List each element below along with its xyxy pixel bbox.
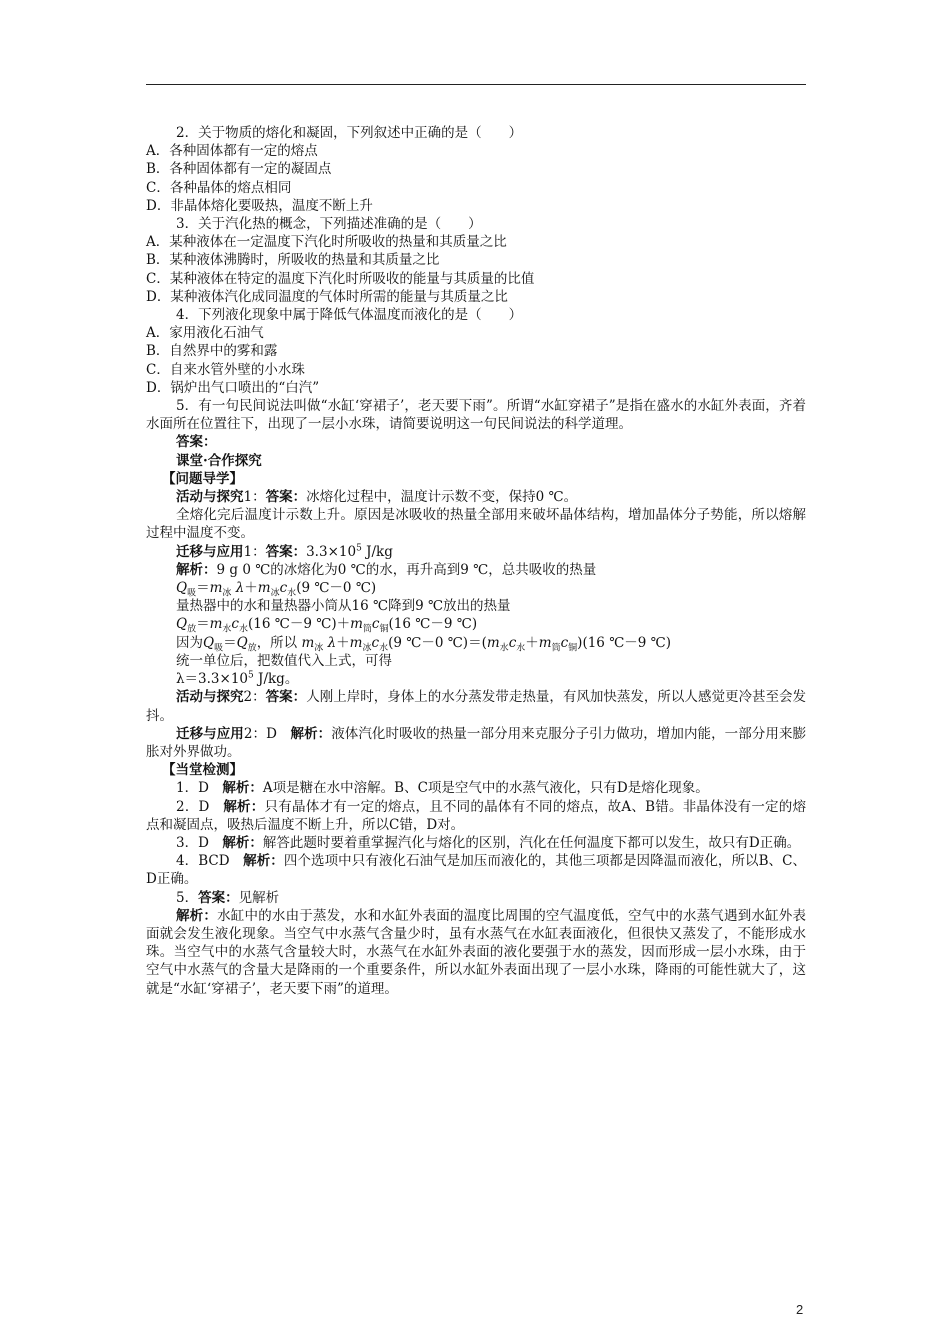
question-3-option-a: A．某种液体在一定温度下汽化时所吸收的热量和其质量之比 bbox=[146, 234, 507, 251]
eq3-c3: c bbox=[508, 634, 517, 651]
migration-1-analysis-label: 解析： bbox=[176, 561, 217, 578]
check-1-num: 1．D bbox=[176, 780, 223, 797]
eq2-tail: (16 ℃－9 ℃) bbox=[388, 616, 478, 633]
question-4-option-d: D．锅炉出气口喷出的“白汽” bbox=[146, 379, 320, 396]
activity-2-text: 人刚上岸时，身体上的水分蒸发带走热量，有风加快蒸发，所以人感觉更冷甚至会发抖。 bbox=[146, 689, 807, 724]
check-2 bbox=[146, 798, 806, 834]
question-4-option-c: C．自来水管外壁的小水珠 bbox=[146, 361, 305, 378]
eq3-m3: m bbox=[486, 634, 500, 651]
activity-2-label: 活动与探究 bbox=[176, 689, 244, 706]
activity-2-answer-label: 答案： bbox=[265, 689, 307, 706]
check-1-text: A项是糖在水中溶解。B、C项是空气中的水蒸气液化，只有D是熔化现象。 bbox=[262, 780, 709, 797]
migration-1-num: 1： bbox=[243, 543, 266, 560]
question-5-answer-label: 答案： bbox=[176, 434, 217, 451]
migration-1-exponent: 5 bbox=[356, 543, 362, 554]
section-title: 课堂·合作探究 bbox=[176, 452, 262, 469]
page-number: 2 bbox=[796, 1302, 804, 1317]
eq3-tail2: (16 ℃－9 ℃) bbox=[582, 634, 672, 651]
check-3-num: 3．D bbox=[176, 834, 223, 851]
check-5 bbox=[146, 889, 806, 907]
question-4-option-a: A．家用液化石油气 bbox=[146, 325, 264, 342]
eq1-m1: m bbox=[209, 580, 223, 597]
equation-heat-released: $Q_放=m_水c_水(16$ ℃－9 $℃)+m_筒c_铜(16$ ℃－9 ℃) bbox=[176, 616, 478, 636]
eq2-c2-sub: 铜 bbox=[379, 625, 389, 636]
eq3-m1-sub: 冰 bbox=[314, 643, 324, 654]
eq2-c2: c bbox=[371, 616, 380, 633]
question-5-stem: 5．有一句民间说法叫做“水缸‘穿裙子’，老天要下雨”。所谓“水缸穿裙子”是指在盛水的水缸外表面，齐着水面所在位置往下，出现了一层小水珠，请简要说明这一句民间说法的科学道理。 bbox=[146, 398, 806, 433]
check-3-text: 解答此题时要着重掌握汽化与熔化的区别，汽化在任何温度下都可以发生，故只有D正确。 bbox=[262, 834, 801, 851]
check-5-analysis-label: 解析： bbox=[176, 907, 218, 924]
activity-1-text: 冰熔化过程中，温度计示数不变，保持0 ℃。 bbox=[306, 489, 578, 506]
activity-1-text-2: 全熔化完后温度计示数上升。原因是冰吸收的热量全部用来破坏晶体结构，增加晶体分子势能，所以熔解过程中温度不变。 bbox=[146, 507, 806, 542]
eq3-mid: ，所以 bbox=[256, 634, 298, 651]
eq2-mid: (16 ℃－9 ℃)＋ bbox=[248, 616, 351, 633]
check-5-num: 5． bbox=[176, 889, 199, 906]
eq3-c: c bbox=[371, 634, 380, 651]
check-3 bbox=[146, 834, 806, 852]
eq3-m2: m bbox=[349, 634, 363, 651]
activity-1-num: 1： bbox=[243, 489, 266, 506]
question-2-option-b: B．各种固体都有一定的凝固点 bbox=[146, 161, 332, 178]
eq3-m4: m bbox=[538, 634, 552, 651]
eq3-c-sub: 水 bbox=[379, 643, 389, 654]
eq3-pre: 因为 bbox=[176, 634, 203, 651]
check-4-label: 解析： bbox=[243, 853, 284, 870]
equation-balance: 因为$Q_吸=Q_放$，所以 $m_冰$ $\lambda+m_冰c_水(9$ ℃－0 $℃)=(m_水c_水+m_筒c_铜)(16$ ℃－9 ℃) bbox=[176, 634, 672, 654]
eq1-m1-sub: 冰 bbox=[222, 588, 232, 599]
activity-1-answer-label: 答案： bbox=[265, 489, 307, 506]
migration-1-line-3: 统一单位后，把数值代入上式，可得 bbox=[176, 652, 392, 669]
eq3-m2-sub: 冰 bbox=[362, 643, 372, 654]
migration-1-answer-label: 答案： bbox=[265, 543, 307, 560]
migration-1-unit: J/kg bbox=[361, 543, 393, 560]
question-2-option-c: C．各种晶体的熔点相同 bbox=[146, 179, 292, 196]
eq2-m2: m bbox=[350, 616, 363, 633]
result-unit: J/kg。 bbox=[253, 671, 299, 688]
eq3-q2-sub: 放 bbox=[247, 643, 257, 654]
migration-2-text: 液体汽化时吸收的热量一部分用来克服分子引力做功，增加内能，一部分用来膨胀对外界做功。 bbox=[146, 725, 807, 760]
activity-1-label: 活动与探究 bbox=[176, 489, 244, 506]
migration-1-value: 3.3×10 bbox=[306, 543, 357, 560]
eq3-q2: Q bbox=[236, 634, 248, 651]
eq2-c1: c bbox=[231, 616, 239, 633]
migration-1 bbox=[146, 543, 806, 561]
eq3-m4-sub: 筒 bbox=[551, 643, 561, 654]
check-3-label: 解析： bbox=[222, 834, 263, 851]
question-2-stem: 2．关于物质的熔化和凝固，下列叙述中正确的是（ ） bbox=[176, 125, 523, 141]
eq1-m2: m bbox=[257, 580, 271, 597]
sub-heading-guided: 【问题导学】 bbox=[162, 470, 243, 487]
result-exponent: 5 bbox=[248, 670, 254, 681]
check-1 bbox=[146, 779, 806, 797]
check-5-answer: 见解析 bbox=[238, 889, 280, 906]
check-2-label: 解析： bbox=[223, 798, 265, 815]
eq3-q1: Q bbox=[203, 634, 215, 651]
eq1-c-sub: 水 bbox=[287, 588, 297, 599]
activity-2 bbox=[146, 688, 806, 724]
eq3-lambda: λ bbox=[327, 634, 337, 651]
activity-2-num: 2： bbox=[243, 689, 266, 706]
eq2-c1-sub: 水 bbox=[238, 625, 248, 636]
migration-1-line-2: 量热器中的水和量热器小筒从16 ℃降到9 ℃放出的热量 bbox=[176, 598, 511, 615]
eq1-m2-sub: 冰 bbox=[270, 588, 280, 599]
eq2-q-sub: 放 bbox=[187, 625, 197, 636]
eq3-q1-sub: 吸 bbox=[214, 643, 224, 654]
eq1-lambda: λ bbox=[235, 580, 245, 597]
check-4 bbox=[146, 852, 806, 888]
question-3-option-c: C．某种液体在特定的温度下汽化时所吸收的能量与其质量的比值 bbox=[146, 270, 535, 287]
header-rule bbox=[146, 84, 806, 85]
eq2-m1-sub: 水 bbox=[222, 625, 232, 636]
check-1-label: 解析： bbox=[222, 780, 263, 797]
check-4-num: 4．BCD bbox=[176, 853, 244, 870]
migration-2 bbox=[146, 725, 806, 761]
question-4-option-b: B．自然界中的雾和露 bbox=[146, 343, 278, 360]
result-value: λ＝3.3×10 bbox=[176, 671, 249, 688]
eq3-m1: m bbox=[301, 634, 315, 651]
migration-1-label: 迁移与应用 bbox=[176, 543, 244, 560]
migration-1-analysis bbox=[146, 561, 806, 579]
migration-2-analysis-label: 解析： bbox=[290, 725, 332, 742]
question-2-option-d: D．非晶体熔化要吸热，温度不断上升 bbox=[146, 197, 373, 214]
sub-heading-check: 【当堂检测】 bbox=[162, 762, 243, 779]
check-5-analysis bbox=[146, 907, 806, 998]
eq2-m1: m bbox=[209, 616, 223, 633]
question-3-option-b: B．某种液体沸腾时，所吸收的热量和其质量之比 bbox=[146, 252, 440, 269]
activity-1 bbox=[146, 488, 806, 506]
check-2-text: 只有晶体才有一定的熔点，且不同的晶体有不同的熔点，故A、B错。非晶体没有一定的熔点和凝固点，吸热后温度不断上升，所以C错，D对。 bbox=[146, 798, 807, 833]
question-3-option-d: D．某种液体汽化成同温度的气体时所需的能量与其质量之比 bbox=[146, 288, 508, 305]
document-body bbox=[146, 124, 806, 998]
eq1-tail: (9 ℃－0 ℃) bbox=[296, 580, 377, 597]
migration-2-num: 2：D bbox=[243, 725, 291, 742]
equation-heat-absorbed: $Q_吸=m_冰$ $\lambda+m_冰c_水(9$ ℃－0 ℃) bbox=[176, 580, 377, 599]
question-2-option-a: A．各种固体都有一定的熔点 bbox=[146, 143, 318, 160]
eq2-m2-sub: 筒 bbox=[362, 625, 372, 636]
question-4-stem: 4．下列液化现象中属于降低气体温度而液化的是（ ） bbox=[176, 307, 523, 324]
eq3-c4-sub: 铜 bbox=[568, 643, 578, 654]
check-5-analysis-text: 水缸中的水由于蒸发，水和水缸外表面的温度比周围的空气温度低，空气中的水蒸气遇到水缸外表面就会发生液化现象。当空气中水蒸气含量少时，虽有水蒸气在水缸表面液化，但很快又蒸发了，不能形成水珠。当空气中的水蒸气含量较大时，水蒸气在水缸外表面的液化要强于水的蒸发，因而形成一层小水珠，由于空气中水蒸气的含量大是降雨的一个重要条件，所以水缸外表面出现了一层小水珠，降雨的可能性就大了，这就是“水缸‘穿裙子’，老天要下雨”的道理。 bbox=[146, 907, 807, 997]
migration-1-result bbox=[146, 670, 806, 688]
eq1-c: c bbox=[279, 580, 288, 597]
check-2-num: 2．D bbox=[176, 798, 224, 815]
question-3-stem: 3．关于汽化热的概念，下列描述准确的是（ ） bbox=[176, 216, 482, 233]
migration-1-analysis-text: 9 g 0 ℃的冰熔化为0 ℃的水，再升高到9 ℃，总共吸收的热量 bbox=[216, 561, 597, 578]
eq3-c4: c bbox=[560, 634, 569, 651]
check-4-text: 四个选项中只有液化石油气是加压而液化的，其他三项都是因降温而液化，所以B、C、D正确。 bbox=[146, 853, 807, 888]
eq1-q-sub: 吸 bbox=[187, 588, 197, 599]
eq2-q: Q bbox=[176, 616, 188, 633]
eq1-q: Q bbox=[176, 580, 188, 597]
eq3-c3-sub: 水 bbox=[516, 643, 526, 654]
migration-2-label: 迁移与应用 bbox=[176, 725, 244, 742]
check-5-answer-label: 答案： bbox=[198, 889, 239, 906]
eq3-tail1: (9 ℃－0 ℃) bbox=[388, 634, 469, 651]
eq3-m3-sub: 水 bbox=[499, 643, 509, 654]
